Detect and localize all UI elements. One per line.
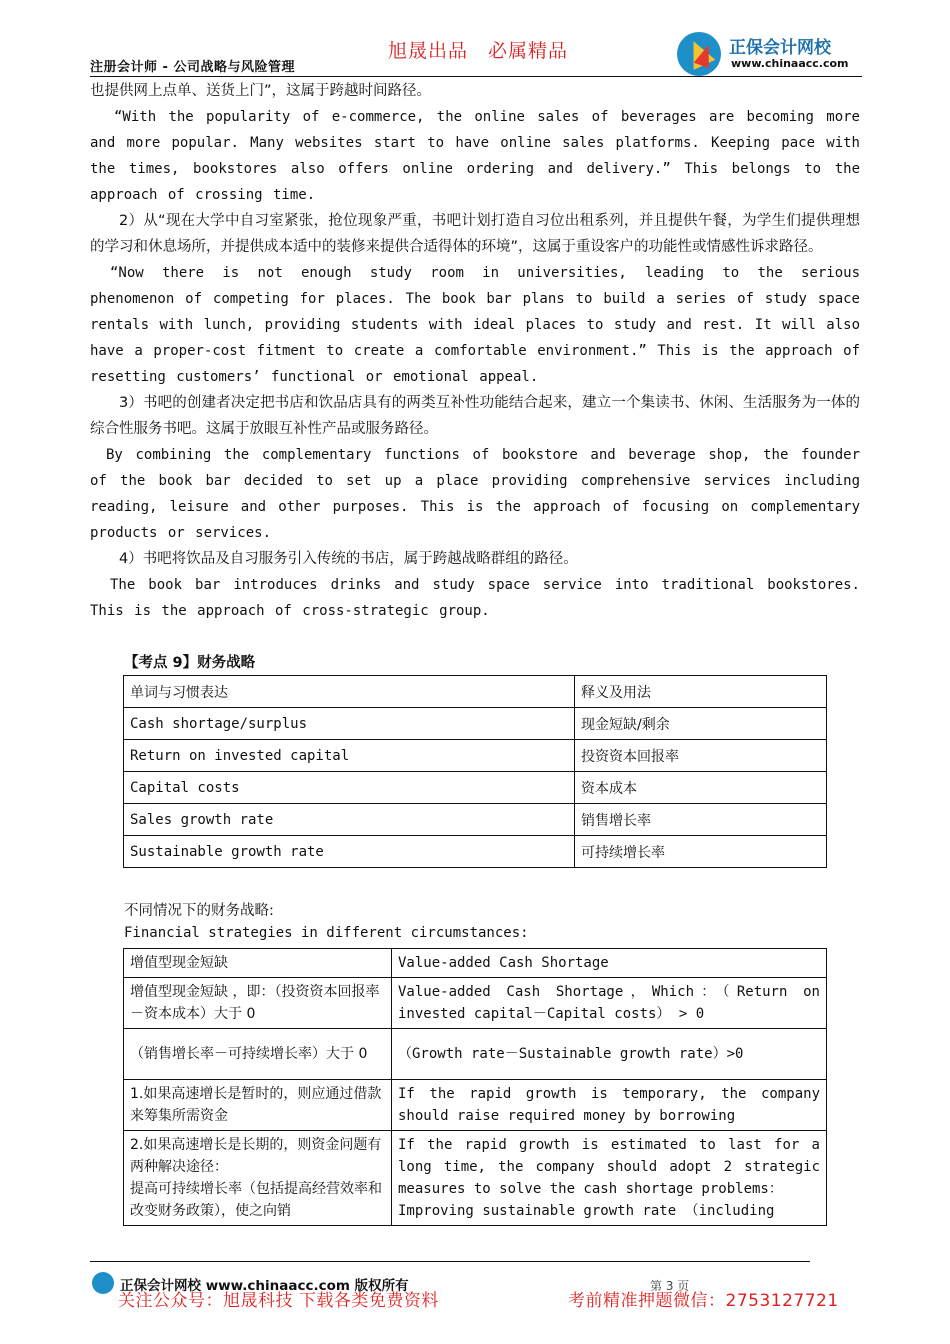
table-cell: Sales growth rate xyxy=(124,804,575,836)
table-row xyxy=(124,708,827,740)
table-cell: 单词与习惯表达 xyxy=(124,676,575,708)
footer-logo-icon xyxy=(92,1272,114,1294)
table-cell: 资本成本 xyxy=(575,772,827,804)
strategies-intro-zh: 不同情况下的财务战略: xyxy=(124,903,274,919)
table-cell: 增值型现金短缺 ，即：（投资资本回报率－资本成本）大于 0 xyxy=(124,978,392,1029)
footer-copyright: 正保会计网校 www.chinaacc.com 版权所有 xyxy=(120,1278,409,1294)
table-cell: （销售增长率－可持续增长率）大于 0 xyxy=(124,1029,392,1080)
paragraph: 也提供网上点单、送货上门”，这属于跨越时间路径。 xyxy=(90,83,432,99)
promo-right: 考前精准押题微信：2753127721 xyxy=(568,1291,839,1311)
section-title: 【考点 9】财务战略 xyxy=(124,655,256,671)
table-cell: 现金短缺/剩余 xyxy=(575,708,827,740)
paragraph: “With the popularity of e-commerce, the online sales of beverages are becoming more and more popular. Many websites start to have online sales platforms. Keeping pace with the times, bookstores also offers online ordering and delivery.” This belongs to the approach of crossing time. xyxy=(90,109,860,203)
table-cell: （Growth rate－Sustainable growth rate）>0 xyxy=(392,1029,827,1080)
logo-emblem-icon xyxy=(677,32,721,76)
logo-name: 正保会计网校 xyxy=(729,38,831,58)
footer-divider xyxy=(90,1261,810,1262)
table-cell: Cash shortage/surplus xyxy=(124,708,575,740)
table-cell: Value-added Cash Shortage，Which：（Return on invested capital－Capital costs） > 0 xyxy=(392,978,827,1029)
table-cell: 销售增长率 xyxy=(575,804,827,836)
table-row xyxy=(124,1080,827,1131)
table-cell: Sustainable growth rate xyxy=(124,836,575,868)
table-row xyxy=(124,772,827,804)
strategy-table xyxy=(123,948,827,1226)
table-row xyxy=(124,978,827,1029)
header-divider xyxy=(90,76,862,77)
table-row xyxy=(124,804,827,836)
table-cell: Return on invested capital xyxy=(124,740,575,772)
table-row xyxy=(124,1029,827,1080)
paragraph: 4）书吧将饮品及自习服务引入传统的书店，属于跨越战略群组的路径。 xyxy=(119,551,578,567)
paragraph: 2）从“现在大学中自习室紧张，抢位现象严重，书吧计划打造自习位出租系列，并且提供午餐，为学生们提供理想的学习和休息场所，并提供成本适中的装修来提供合适得体的环境”，这属于重设客户的功能性或情感性诉求路径。 xyxy=(90,213,860,255)
table-row xyxy=(124,836,827,868)
document-body xyxy=(90,78,860,624)
brand-logo xyxy=(677,30,867,76)
table-cell: 2.如果高速增长是长期的，则资金问题有两种解决途径： 提高可持续增长率（包括提高经营效率和改变财务政策），使之向销 xyxy=(124,1131,392,1226)
page-number: 第 3 页 xyxy=(650,1279,690,1293)
table-cell: 释义及用法 xyxy=(575,676,827,708)
table-row xyxy=(124,949,827,978)
table-cell: If the rapid growth is temporary, the company should raise required money by borrowing xyxy=(392,1080,827,1131)
table-row xyxy=(124,1131,827,1226)
table-cell: 可持续增长率 xyxy=(575,836,827,868)
table-cell: 投资资本回报率 xyxy=(575,740,827,772)
table-cell: 增值型现金短缺 xyxy=(124,949,392,978)
strategies-intro-en: Financial strategies in different circumstances: xyxy=(124,925,529,941)
table-cell: Capital costs xyxy=(124,772,575,804)
header-slogan: 旭晟出品 必属精品 xyxy=(388,40,569,62)
page-header xyxy=(0,0,950,80)
table-cell: 1.如果高速增长是暂时的，则应通过借款来筹集所需资金 xyxy=(124,1080,392,1131)
paragraph: By combining the complementary functions of bookstore and beverage shop, the founder of the book bar decided to set up a place providing comprehensive services including reading, leisure and other purposes. This is the approach of focusing on complementary products or services. xyxy=(90,447,860,541)
table-cell: Value-added Cash Shortage xyxy=(392,949,827,978)
document-title: 注册会计师 - 公司战略与风险管理 xyxy=(90,60,295,75)
table-row xyxy=(124,740,827,772)
paragraph: “Now there is not enough study room in universities, leading to the serious phenomenon of competing for places. The book bar plans to build a series of study space rentals with lunch, providing students with ideal places to study and rest. It will also have a proper-cost fitment to create a comfortable environment.” This is the approach of resetting customers’ functional or emotional appeal. xyxy=(90,265,860,385)
vocabulary-table xyxy=(123,675,827,868)
logo-url: www.chinaacc.com xyxy=(731,57,849,70)
promo-left: 关注公众号：旭晟科技 下载各类免费资料 xyxy=(118,1291,439,1311)
table-cell: If the rapid growth is estimated to last for a long time, the company should adopt 2 strategic measures to solve the cash shortage problems： Improving sustainable growth rate （including xyxy=(392,1131,827,1226)
paragraph: 3）书吧的创建者决定把书店和饮品店具有的两类互补性功能结合起来，建立一个集读书、休闲、生活服务为一体的综合性服务书吧。这属于放眼互补性产品或服务路径。 xyxy=(90,395,860,437)
paragraph: The book bar introduces drinks and study space service into traditional bookstores. This is the approach of cross-strategic group. xyxy=(90,577,860,619)
table-header-row xyxy=(124,676,827,708)
